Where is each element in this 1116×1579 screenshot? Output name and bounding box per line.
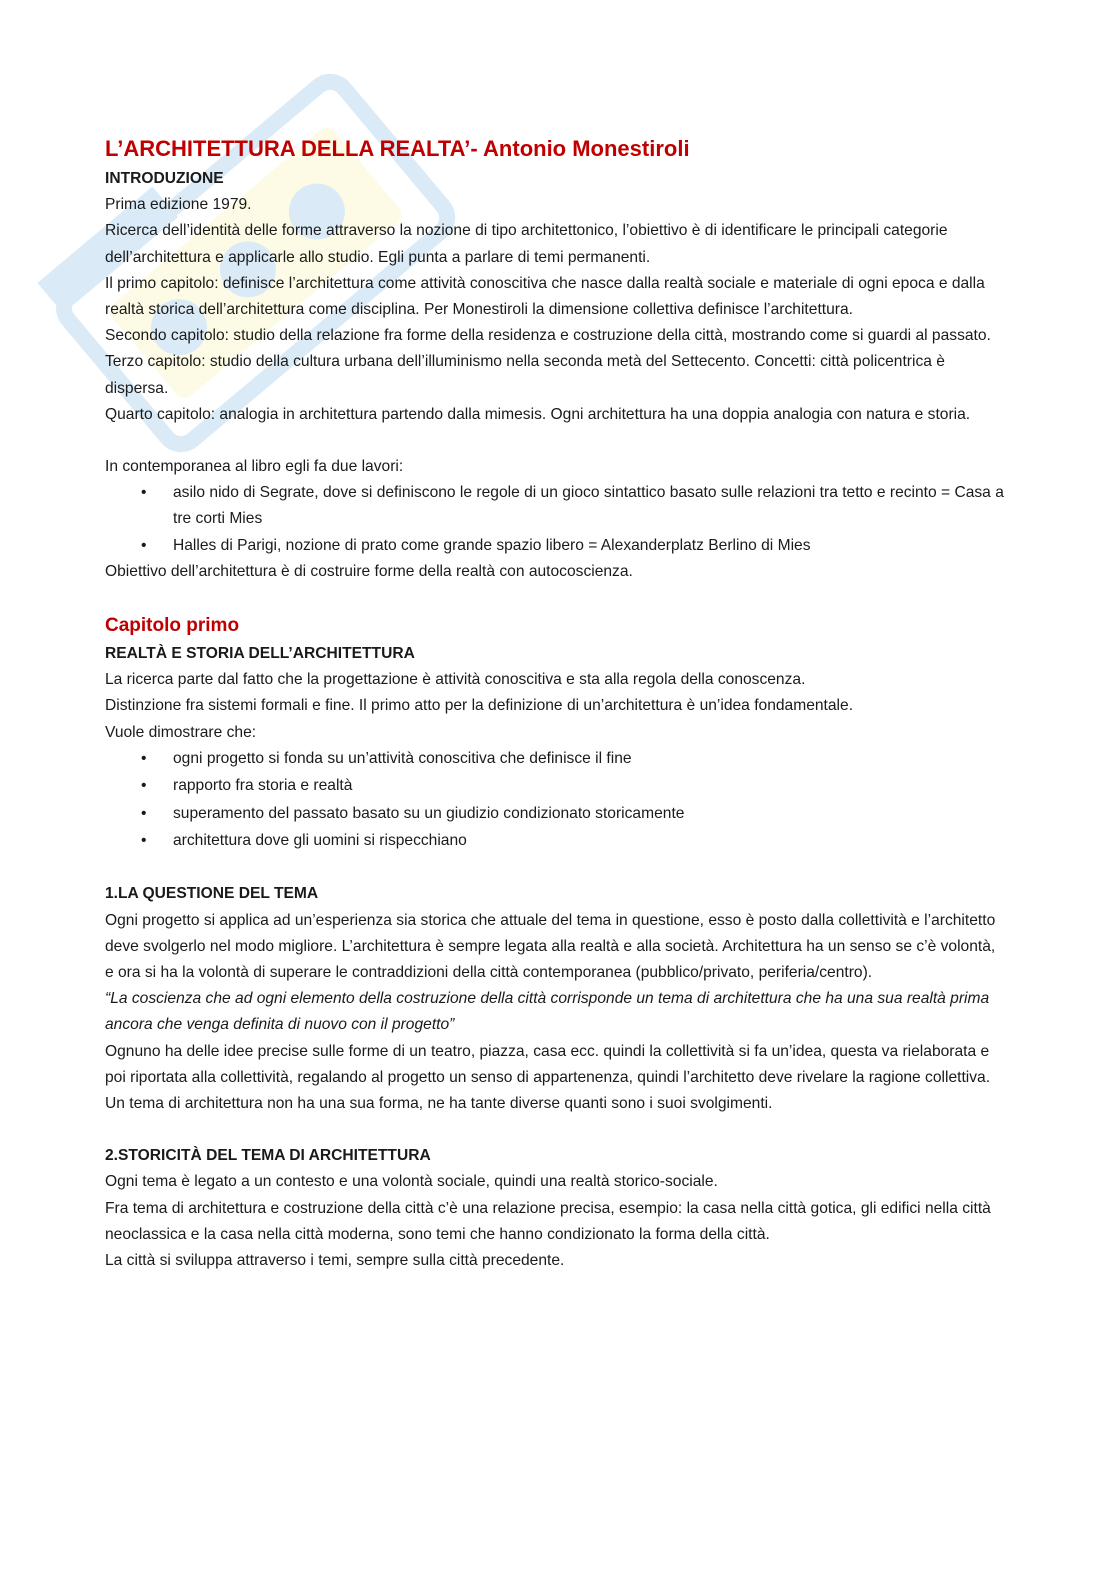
list-item: • rapporto fra storia e realtà [105,773,1005,799]
document-page [105,132,1005,1274]
chapter-line: Distinzione fra sistemi formali e fine. Il primo atto per la definizione di un’architettura è un’idea fondamentale. [105,697,854,715]
list-item: • superamento del passato basato su un giudizio condizionato storicamente [105,801,1005,827]
list-item: • architettura dove gli uomini si rispecchiano [105,828,1005,854]
section-paragraph: Ognuno ha delle idee precise sulle forme di un teatro, piazza, casa ecc. quindi la collettività si fa un’idea, questa va rielaborata e poi riportata alla collettività, regalando al progetto un senso di appartenenza, quindi l’architetto deve rivelare la ragione collettiva. [105,1042,991,1086]
bullet-icon: • [141,804,147,822]
chapter-title: Capitolo primo [105,615,240,637]
section-paragraph: Ogni progetto si applica ad un’esperienza sia storica che attuale del tema in questione, esso è posto dalla collettività e l’architetto deve svolgerlo nel modo migliore. L’architettura è sempre legata alla realtà e alla società. Architettura ha un senso se c’è volontà, e ora si ha la volontà di superare le contraddizioni della città contemporanea (pubblico/privato, periferia/centro). [105,911,996,982]
bullet-icon: • [141,777,147,795]
document-title: L’ARCHITETTURA DELLA REALTA’- Antonio Monestiroli [105,136,690,161]
bullet-icon: • [141,832,147,850]
intro-line: Ricerca dell’identità delle forme attraverso la nozione di tipo architettonico, l’obiettivo è di identificare le principali categorie dell’architettura e applicarle allo studio. Egli punta a parlare di temi permanenti. [105,222,948,266]
intro-heading: INTRODUZIONE [105,170,224,187]
intro-line: Il primo capitolo: definisce l’architettura come attività conoscitiva che nasce dalla realtà sociale e materiale di ogni epoca e dalla realtà storica dell’architettura come disciplina. Per Monestiroli la dimensione collettiva definisce l’architettura. [105,274,985,319]
works-intro: In contemporanea al libro egli fa due lavori: [105,458,404,476]
section-line: La città si sviluppa attraverso i temi, sempre sulla città precedente. [105,1252,565,1270]
intro-line: Terzo capitolo: studio della cultura urbana dell’illuminismo nella seconda metà del Settecento. Concetti: città policentrica è dispersa. [105,353,945,397]
chapter-line: Vuole dimostrare che: [105,723,257,741]
section-line: Ogni tema è legato a un contesto e una volontà sociale, quindi una realtà storico-sociale. [105,1173,718,1191]
chapter-subtitle: REALTÀ E STORIA DELL’ARCHITETTURA [105,645,415,663]
intro-line: Secondo capitolo: studio della relazione fra forme della residenza e costruzione della città, mostrando come si guardi al passato. [105,327,991,345]
section-heading: 1.LA QUESTIONE DEL TEMA [105,885,319,903]
bullet-icon: • [141,749,147,767]
chapter-bullets [105,746,1005,854]
chapter-line: La ricerca parte dal fatto che la progettazione è attività conoscitiva e sta alla regola della conoscenza. [105,671,806,689]
section-heading: 2.STORICITÀ DEL TEMA DI ARCHITETTURA [105,1147,431,1165]
section-quote: “La coscienza che ad ogni elemento della costruzione della città corrisponde un tema di architettura che ha una sua realtà prima ancora che venga definita di nuovo con il progetto” [105,990,990,1034]
list-item: • Halles di Parigi, nozione di prato come grande spazio libero = Alexanderplatz Berlino di Mies [105,533,1005,559]
list-item: • ogni progetto si fonda su un’attività conoscitiva che definisce il fine [105,746,1005,772]
section-line: Fra tema di architettura e costruzione della città c’è una relazione precisa, esempio: la casa nella città gotica, gli edifici nella città neoclassica e la casa nella città moderna, sono temi che hanno condizionato la forma della città. [105,1199,991,1243]
intro-line: Prima edizione 1979. [105,196,252,214]
bullet-icon: • [141,484,147,502]
bullet-icon: • [141,536,147,554]
intro-line: Quarto capitolo: analogia in architettura partendo dalla mimesis. Ogni architettura ha una doppia analogia con natura e storia. [105,405,971,423]
list-item: • asilo nido di Segrate, dove si definiscono le regole di un gioco sintattico basato sulle relazioni tra tetto e recinto = Casa a tre corti Mies [105,480,1005,532]
section-paragraph: Un tema di architettura non ha una sua forma, ne ha tante diverse quanti sono i suoi svolgimenti. [105,1095,773,1113]
objective-line: Obiettivo dell’architettura è di costruire forme della realtà con autocoscienza. [105,562,633,580]
works-list [105,480,1005,559]
